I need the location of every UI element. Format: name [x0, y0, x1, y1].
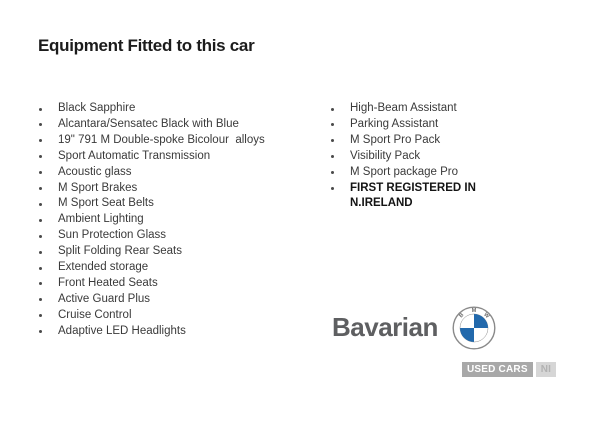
equipment-item	[331, 149, 491, 165]
bullet-icon	[39, 298, 42, 301]
equipment-item	[39, 117, 301, 133]
bullet-icon	[331, 155, 334, 158]
equipment-item-label: M Sport package Pro	[350, 165, 459, 178]
bullet-icon	[39, 139, 42, 142]
page-title: Equipment Fitted to this car	[38, 36, 255, 55]
equipment-item	[39, 101, 301, 117]
equipment-column-right	[331, 101, 491, 212]
bullet-icon	[39, 282, 42, 285]
equipment-item-label: FIRST REGISTERED IN N.IRELAND	[350, 181, 480, 210]
equipment-item-label: Split Folding Rear Seats	[58, 245, 183, 258]
equipment-item	[39, 292, 301, 308]
equipment-item-label: M Sport Pro Pack	[350, 133, 441, 146]
equipment-item	[331, 165, 491, 181]
equipment-item	[39, 324, 301, 340]
roundel-letter-w: W	[482, 311, 491, 320]
equipment-item	[39, 196, 301, 212]
bullet-icon	[331, 139, 334, 142]
ni-badge: NI	[536, 362, 556, 377]
dealer-name: Bavarian	[332, 312, 438, 342]
bullet-icon	[39, 314, 42, 317]
equipment-item	[331, 101, 491, 117]
equipment-item	[39, 181, 301, 197]
bullet-icon	[331, 123, 334, 126]
dealer-badges	[462, 362, 556, 377]
equipment-item	[331, 181, 491, 213]
equipment-item	[39, 212, 301, 228]
equipment-item	[331, 133, 491, 149]
bullet-icon	[331, 108, 334, 111]
equipment-item-label: Ambient Lighting	[58, 213, 144, 226]
bullet-icon	[39, 219, 42, 222]
equipment-item-label: Extended storage	[58, 261, 149, 274]
equipment-item-label: Cruise Control	[58, 308, 132, 321]
bullet-icon	[39, 187, 42, 190]
equipment-item-label: Front Heated Seats	[58, 276, 158, 289]
equipment-item-label: M Sport Brakes	[58, 181, 138, 194]
bullet-icon	[39, 123, 42, 126]
used-cars-badge: USED CARS	[462, 362, 533, 377]
equipment-item-label: Visibility Pack	[350, 149, 421, 162]
equipment-item-label: Active Guard Plus	[58, 292, 151, 305]
equipment-item-label: Alcantara/Sensatec Black with Blue	[58, 117, 239, 130]
bullet-icon	[39, 251, 42, 254]
equipment-item	[331, 117, 491, 133]
equipment-item-label: Adaptive LED Headlights	[58, 324, 186, 337]
roundel-letter-m: M	[471, 307, 477, 314]
bullet-icon	[39, 171, 42, 174]
equipment-item	[39, 165, 301, 181]
bullet-icon	[39, 235, 42, 238]
equipment-item-label: Sun Protection Glass	[58, 229, 167, 242]
equipment-item	[39, 149, 301, 165]
equipment-item	[39, 133, 301, 149]
bullet-icon	[39, 330, 42, 333]
equipment-item	[39, 244, 301, 260]
bullet-icon	[39, 155, 42, 158]
bullet-icon	[39, 267, 42, 270]
bullet-icon	[331, 171, 334, 174]
bullet-icon	[331, 187, 334, 190]
equipment-item-label: Parking Assistant	[350, 117, 439, 130]
bmw-roundel-icon	[452, 306, 496, 350]
equipment-item-label: Black Sapphire	[58, 102, 136, 114]
equipment-item	[39, 308, 301, 324]
equipment-item-label: High-Beam Assistant	[350, 102, 457, 114]
bullet-icon	[39, 203, 42, 206]
equipment-column-left	[39, 101, 301, 340]
equipment-item	[39, 276, 301, 292]
equipment-item-label: 19" 791 M Double-spoke Bicolour alloys	[58, 133, 265, 146]
bullet-icon	[39, 108, 42, 111]
roundel-letter-b: B	[458, 312, 466, 320]
equipment-item	[39, 228, 301, 244]
equipment-item-label: Acoustic glass	[58, 165, 132, 178]
equipment-item-label: M Sport Seat Belts	[58, 197, 154, 210]
equipment-item	[39, 260, 301, 276]
equipment-item-label: Sport Automatic Transmission	[58, 149, 211, 162]
